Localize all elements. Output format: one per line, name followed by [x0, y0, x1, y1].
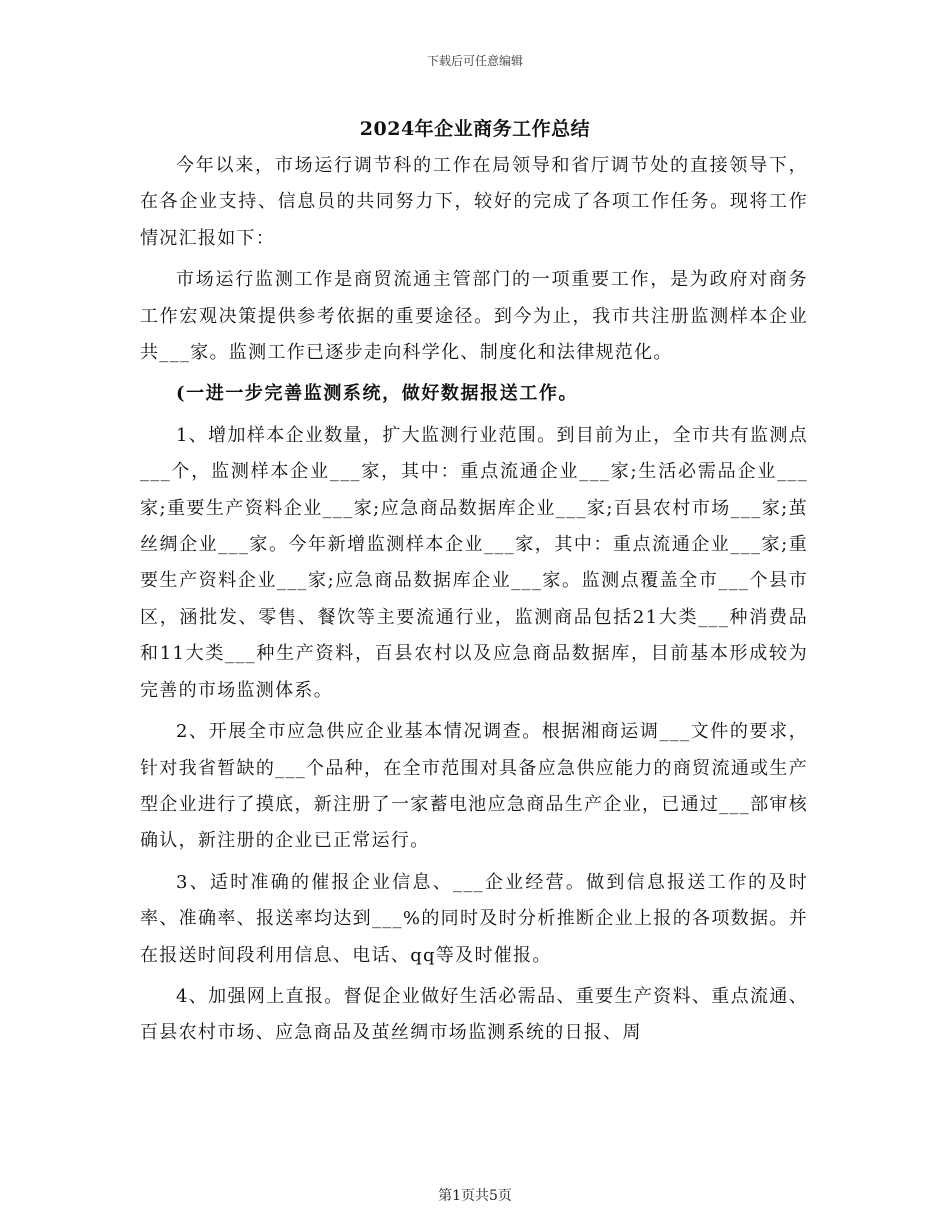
section-heading-1: (一进一步完善监测系统，做好数据报送工作。: [176, 383, 579, 405]
page-number: 第1页共5页: [438, 1188, 512, 1204]
paragraph-item-3: 3、适时准确的催报企业信息、___企业经营。做到信息报送工作的及时率、准确率、报送率均达到___%的同时及时分析推断企业上报的各项数据。并在报送时间段利用信息、电话、qq等及时催报。: [140, 871, 808, 966]
paragraph-item-1: 1、增加样本企业数量，扩大监测行业范围。到目前为止，全市共有监测点___个，监测样本企业___家，其中：重点流通企业___家;生活必需品企业___家;重要生产资料企业___家;应急商品数据库企业___家;百县农村市场___家;茧丝绸企业___家。今年新增监测样本企业___家，其中：重点流通企业___家;重要生产资料企业___家;应急商品数据库企业___家。监测点覆盖全市___个县市区，涵批发、零售、餐饮等主要流通行业，监测商品包括21大类___种消费品和11大类___种生产资料，百县农村以及应急商品数据库，目前基本形成较为完善的市场监测体系。: [140, 424, 808, 701]
paragraph-intro: 今年以来，市场运行调节科的工作在局领导和省厅调节处的直接领导下，在各企业支持、信息员的共同努力下，较好的完成了各项工作任务。现将工作情况汇报如下：: [140, 155, 808, 249]
document-body: [140, 148, 808, 1057]
paragraph-item-2: 2、开展全市应急供应企业基本情况调查。根据湘商运调___文件的要求，针对我省暂缺的___个品种，在全市范围对具备应急供应能力的商贸流通或生产型企业进行了摸底，新注册了一家蓄电池应急商品生产企业，已通过___部审核确认，新注册的企业已正常运行。: [140, 721, 808, 852]
paragraph-item-4: 4、加强网上直报。督促企业做好生活必需品、重要生产资料、重点流通、百县农村市场、应急商品及茧丝绸市场监测系统的日报、周: [140, 985, 808, 1044]
document-title: 2024年企业商务工作总结: [359, 118, 591, 140]
page-header-note: 下载后可任意编辑: [426, 54, 523, 68]
paragraph-monitoring-overview: 市场运行监测工作是商贸流通主管部门的一项重要工作，是为政府对商务工作宏观决策提供参考依据的重要途径。到今为止，我市共注册监测样本企业共___家。监测工作已逐步走向科学化、制度化和法律规范化。: [140, 269, 808, 364]
